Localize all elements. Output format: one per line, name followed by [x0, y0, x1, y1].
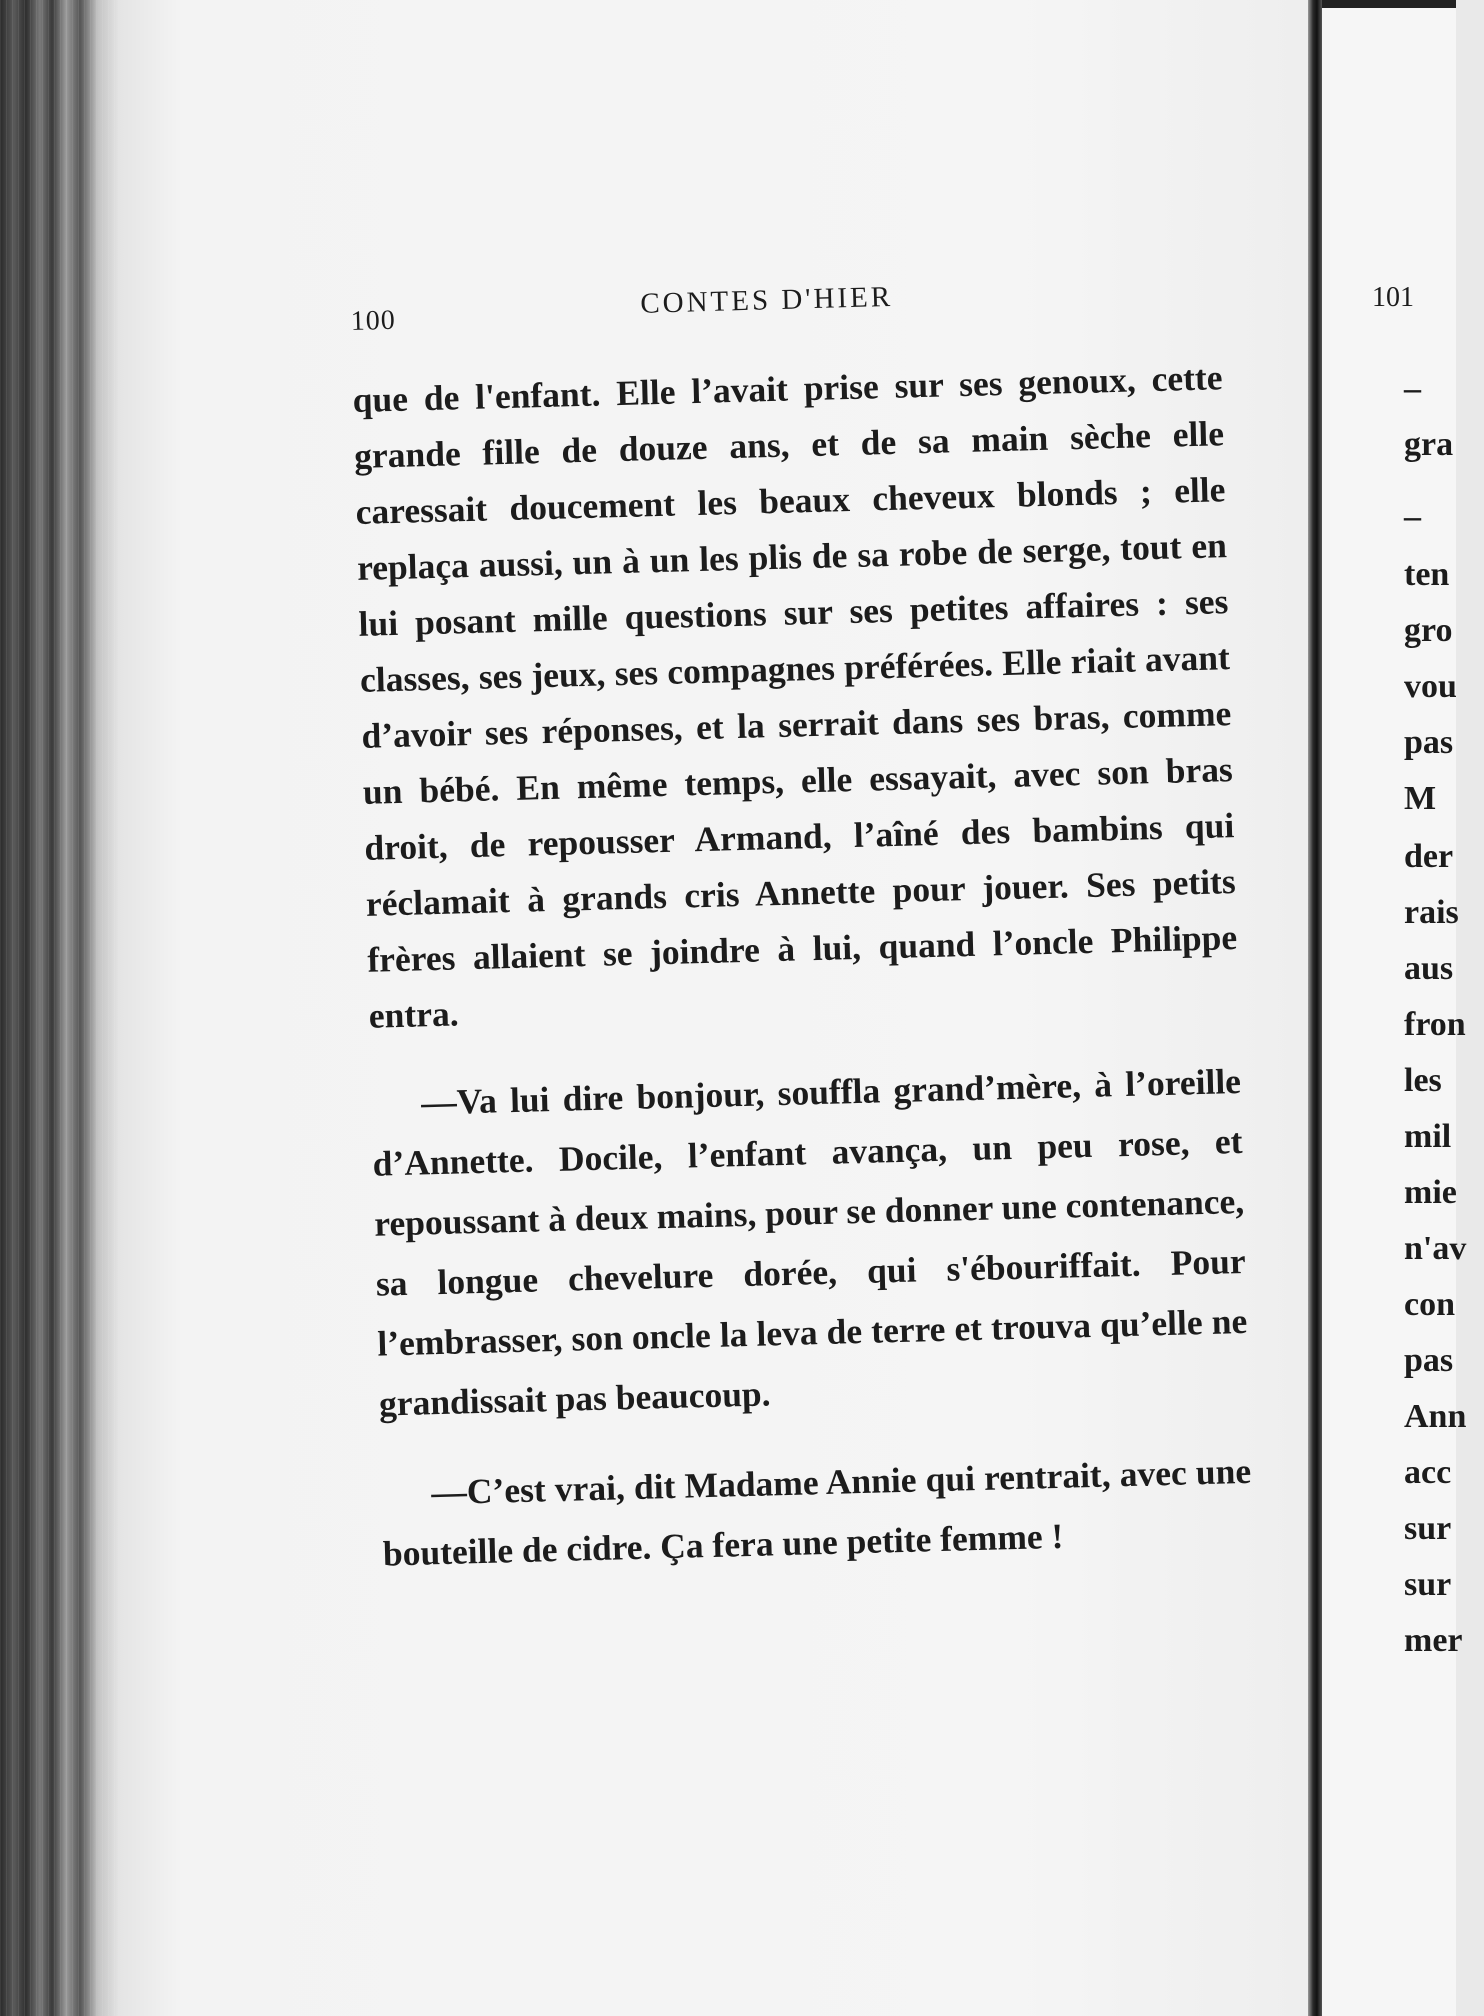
page-number: 100: [350, 304, 397, 337]
fragment: mie: [1404, 1174, 1457, 1211]
fragment: mil: [1404, 1118, 1452, 1155]
paragraph-3: —C’est vrai, dit Madame Annie qui rentrait, avec une bouteille de cidre. Ça fera une petite femme !: [382, 1450, 1252, 1574]
fragment: –: [1404, 370, 1421, 407]
fragment: Ann: [1404, 1398, 1467, 1435]
page-edges-texture: [0, 0, 118, 2016]
fragment: aus: [1404, 950, 1454, 987]
fragment: con: [1404, 1286, 1455, 1323]
fragment: les: [1404, 1062, 1442, 1099]
fragment: fron: [1404, 1006, 1466, 1043]
book-gutter: [1308, 0, 1322, 2016]
right-page-top-edge: [1322, 0, 1456, 8]
fragment: gro: [1404, 612, 1453, 649]
fragment: M: [1404, 780, 1437, 817]
fragment: der: [1404, 838, 1454, 875]
fragment: acc: [1404, 1454, 1452, 1491]
fragment: pas: [1404, 724, 1454, 761]
fragment: sur: [1404, 1566, 1452, 1603]
fragment: ten: [1404, 556, 1450, 593]
fragment: mer: [1404, 1622, 1463, 1659]
fragment: pas: [1404, 1342, 1454, 1379]
fragment: rais: [1404, 894, 1459, 931]
running-head: CONTES D'HIER: [639, 280, 894, 320]
right-page-number: 101: [1372, 282, 1414, 313]
fragment: gra: [1404, 426, 1454, 463]
fragment: –: [1404, 498, 1421, 535]
fragment: vou: [1404, 668, 1457, 705]
paragraph-2: —Va lui dire bonjour, souffla grand’mère, à l’oreille d’Annette. Docile, l’enfant avança, un peu rose, et repoussant à deux mains, pour se donner une contenance, sa longue chevelure dorée, qui s'ébouriffait. Pour l’embrasser, son oncle la leva de terre et trouva qu’elle ne grandissait pas beaucoup.: [372, 1060, 1248, 1424]
fragment: sur: [1404, 1510, 1452, 1547]
right-page-cropped: [1322, 0, 1467, 2016]
body-text: [352, 349, 1253, 1583]
fragment: n'av: [1404, 1230, 1467, 1267]
paragraph-1: que de l'enfant. Elle l’avait prise sur ses genoux, cette grande fille de douze ans, et de sa main sèche elle caressait doucement les beaux cheveux blonds ; elle replaça aussi, un à un les plis de sa robe de serge, tout en lui posant mille questions sur ses petites affaires : ses classes, ses jeux, ses compagnes préférées. Elle riait avant d’avoir ses réponses, et la serrait dans ses bras, comme un bébé. En même temps, elle essayait, avec son bras droit, de repousser Armand, l’aîné des bambins qui réclamait à grands cris Annette pour jouer. Ses petits frères allaient se joindre à lui, quand l’oncle Philippe entra.: [352, 357, 1238, 1036]
